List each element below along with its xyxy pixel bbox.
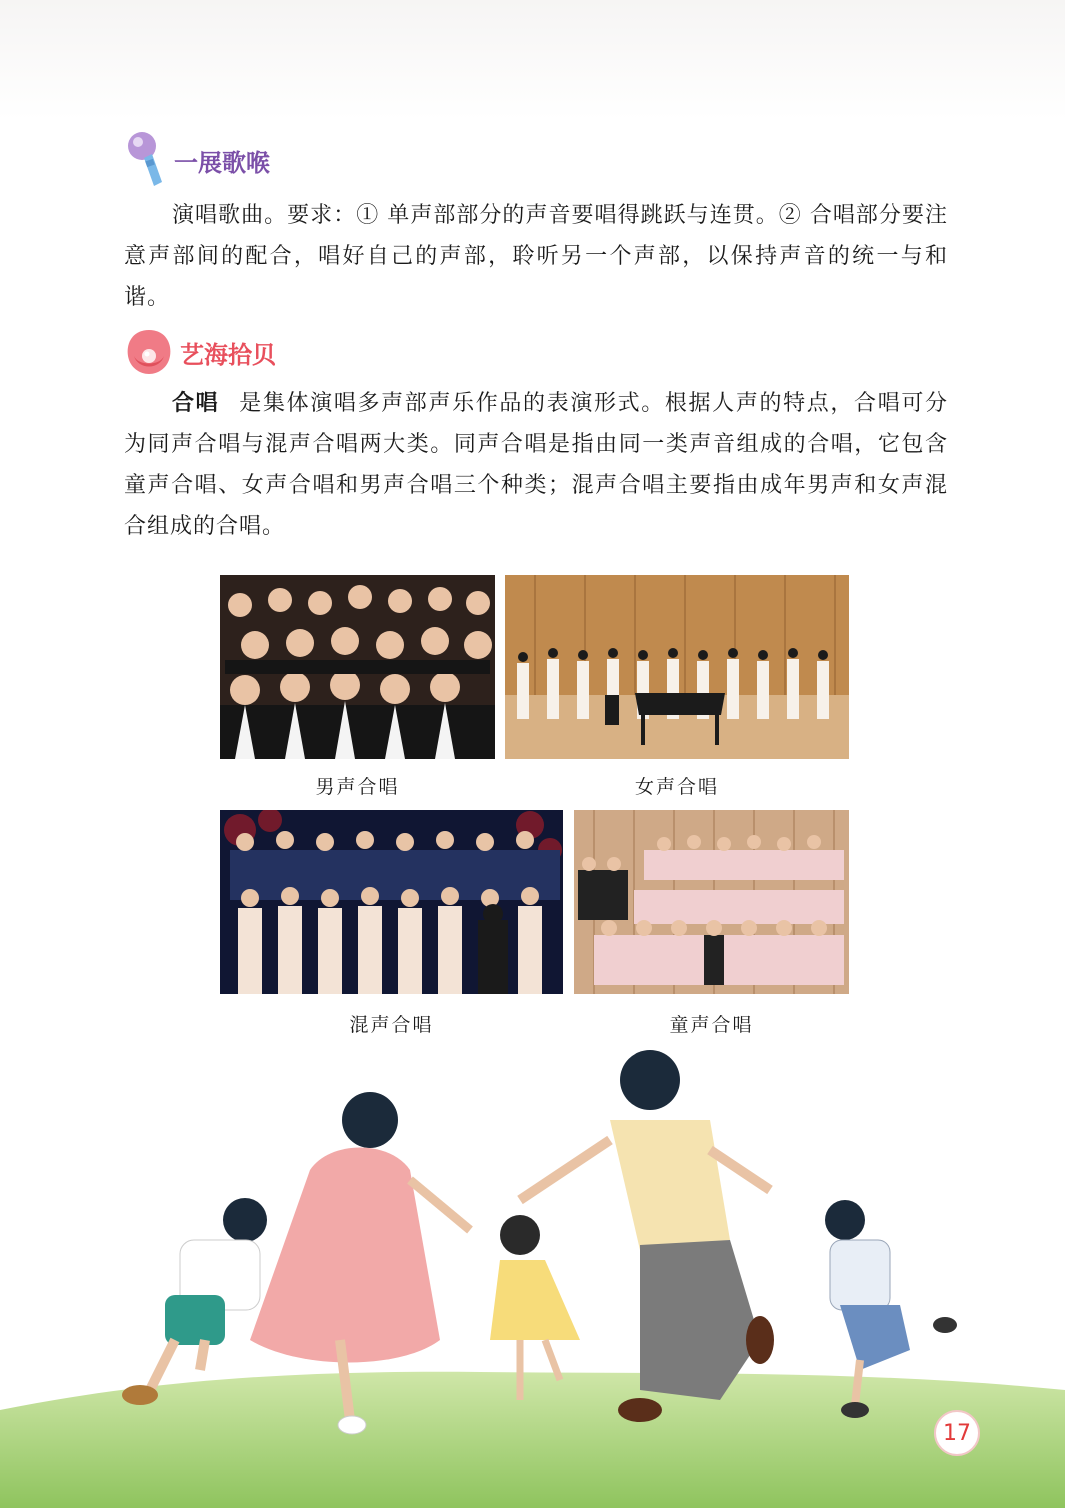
- children-chorus-photo: [574, 810, 849, 994]
- section-title: 一展歌喉: [174, 148, 270, 177]
- section-heading-art: [124, 326, 276, 378]
- section-title: 艺海拾贝: [180, 340, 276, 369]
- boy-left-figure: [122, 1198, 267, 1405]
- photo-caption: 童声合唱: [669, 1014, 754, 1036]
- page-number: 17: [934, 1410, 980, 1456]
- family-running-illustration: [0, 1040, 1065, 1508]
- term-label: 合唱: [172, 391, 220, 416]
- female-chorus-photo: [505, 575, 849, 759]
- instruction-paragraph: 演唱歌曲。要求：① 单声部部分的声音要唱得跳跃与连贯。② 合唱部分要注意声部间的配合，唱好自己的声部，聆听另一个声部，以保持声音的统一与和谐。: [124, 203, 948, 310]
- photo-caption: 男声合唱: [315, 776, 400, 798]
- definition-text: 是集体演唱多声部声乐作品的表演形式。根据人声的特点，合唱可分为同声合唱与混声合唱两大类。同声合唱是指由同一类声音组成的合唱，它包含童声合唱、女声合唱和男声合唱三个种类；混声合唱主要指由成年男声和女声混合组成的合唱。: [124, 391, 948, 539]
- shell-icon: [124, 326, 174, 378]
- photo-caption: 混声合唱: [349, 1014, 434, 1036]
- photo-caption: 女声合唱: [634, 776, 719, 798]
- male-chorus-photo: [220, 575, 495, 759]
- mixed-chorus-photo: [220, 810, 563, 994]
- chorus-definition-paragraph: [124, 383, 948, 547]
- microphone-icon: [124, 130, 168, 190]
- section-heading-sing: [124, 130, 270, 190]
